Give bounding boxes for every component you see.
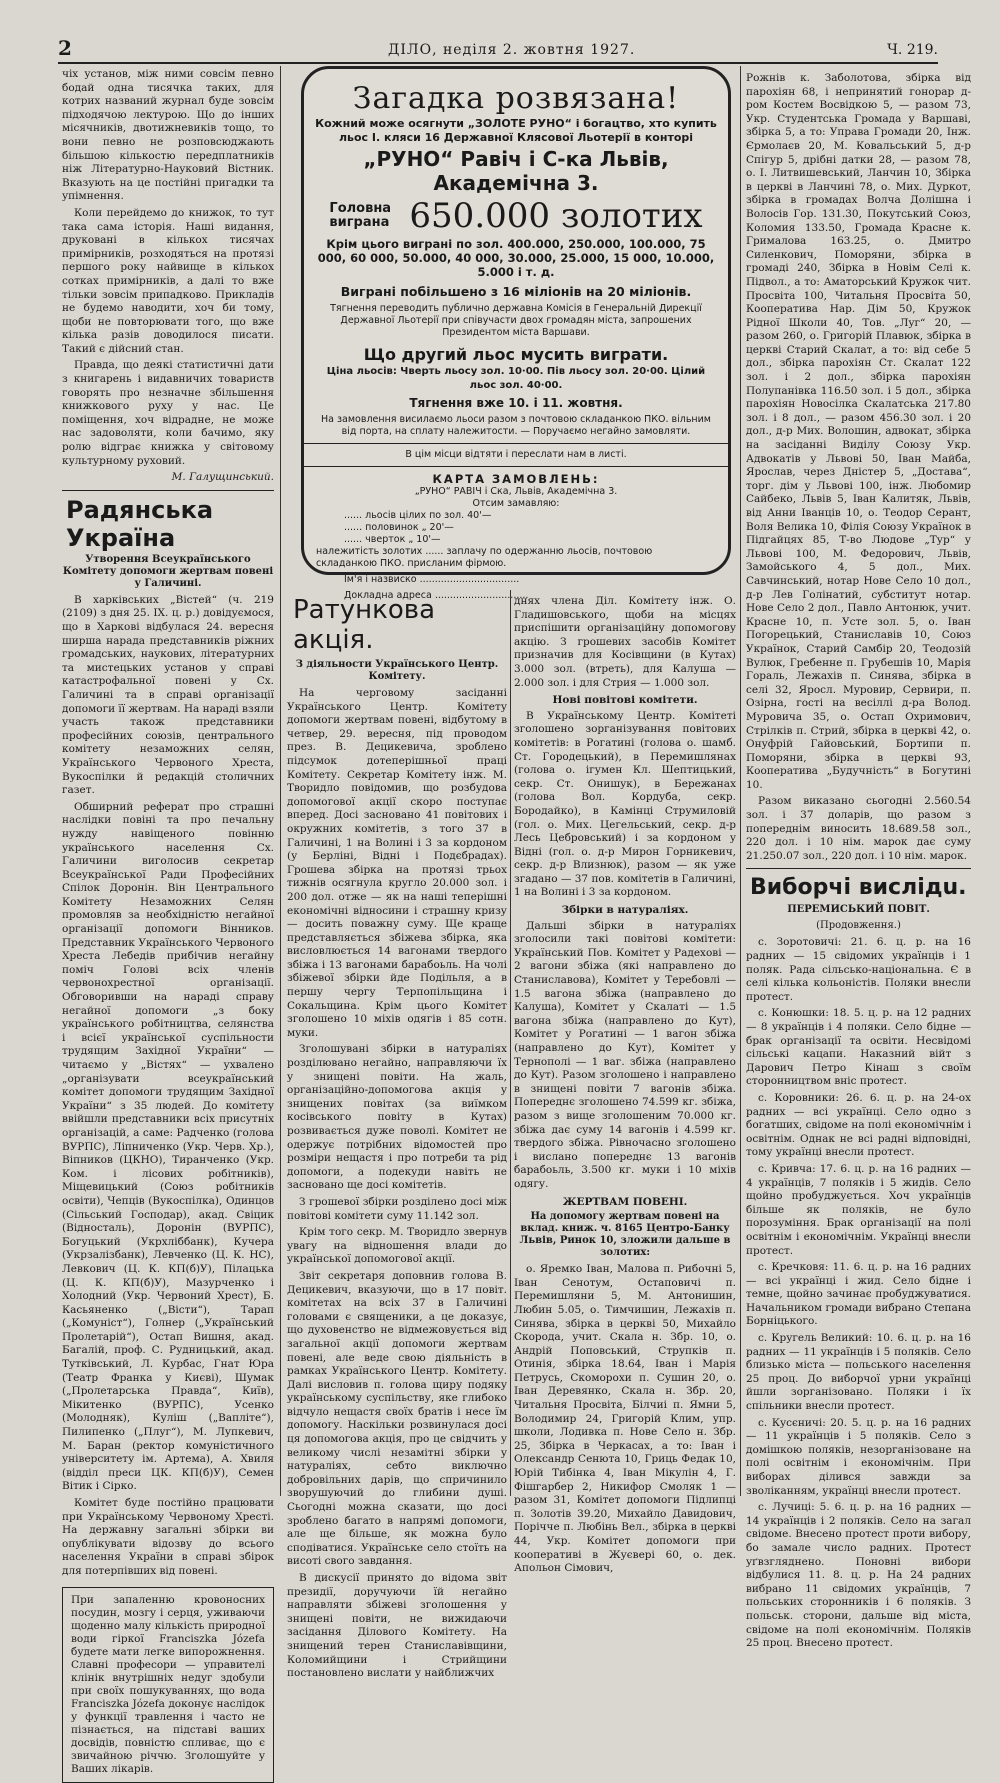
paragraph: На черговому засіданні Українського Центр. Комітету допомоги жертвам повені, відбутому в четвер, 29. вересня, під проводом през. В. Децикевича, зроблено підсумок дотеперішньої праці Комітету. Секретар Комітету інж. М. Творидло повідомив, що розбудова допомогової акції скоро поступає вперед. Досі засновано 41 повітових і окружних комітетів, з того 37 в Галичині, 1 на Волині і 3 за кордоном (у Берліні, Відні і Подєбрадах). Грошева збірка на протязі трьох тижнів осягнула кругло 20.000 зол. і 200 дол. отже — як на наші теперішні економічні відносини і страшну кризу — досить поважну суму. Ще краще представляється збіжева збірка, яка висловлюється 14 вагонами твердого збіжа і 13 вагонами барабоьль. На чолі збіжевої збірки йде Подільля, а в першу чергу Терпопільщина і Сокальщина. Крім цього Комітет зголошено 10 міхів одягів і 85 сотн. муки.: [287, 687, 507, 1039]
paragraph: Рожнів к. Заболотова, збірка від парохіян 68, і непринятий гонорар д-ром Костем Восвідкою 5, — разом 73, Укр. Студентська Громада у Варшаві, збірка 5, а то: Управа Громади 20, Інж. Єрмолаєв 20, М. Ковальський 5, д-р Спігур 5, дрібні датки 28, — разом 78, о. І. Литвишевський, Ланчин 10, Збірка в церкві в Ланчині 78, о. Мих. Дуркот, збірка в громадах Волча Долішна і Волосів Гор. 131.30, Покутський Союз, Коломия 133.50, Громада Красне к. Грималова 163.25, о. Дмитро Силенкович, Поморяни, збірка в громаді 240, Збірка в Новім Селі к. Підвол., а то: Аматорський Кружок чит. Просвіта 100, Читальня Просвіта 50, Кооператива Нар. Дім 50, Кружок Рідної Школи 40, Тов. „Луг“ 20, — разом 260, о. Григорій Плавюк, збірка в церкві Старий Скалат, а то: від себе 5 дол., збірка парохіян Ст. Скалат 122 зол. і 2 дол., збірка парохіян Полупанівка 116.50 зол. і 5 дол., збірка парохіян Новосілка Скалатська 217.80 зол. і 8 дол., — разом 456.30 зол. і 20 дол., д-р Мих. Волошин, адвокат, збірка на засіданні Виділу Союзу Укр. Адвокатів у Львові 50, Іван Майба, Ярослав, через Дністер 5, „Достава“, торг. дім у Львові 100, інж. Любомир Сайбеко, Львів 5, Іван Калитяк, Львів, від Анни Іванців 10, о. Теодор Серант, Воля Велика 10, Філія Союзу Українок в Підгайцях 85, Т-во Людове „Тур“ у Львові 100, М. Федорович, Львів, Замойського 4, 5 дол., Мих. Савчинський, нотар Нове Село 10 дол., д-р Лев Голінатий, субститут нотар. Нове Село 2 дол., Павло Антонюк, учит. Красне 10, п. Усте зол. 5, о. Іван Погорецький, Станиславів 10, Союз Українок, Старий Самбір 20, Теодозій Вулюк, Гребенне п. Грубешів 10, Марія Гораль, Лежахів п. Синява, збірка в селі 32, Яросл. Муровир, Сервири, п. Озірна, гості на весіллі д-ра Волод. Муровича 35, о. Остап Охримович, Стрілків п. Стрий, збірка в церкві 42, о. Онуфрій Гайовський, Бортипи п. Поморяни, збірка в церкві 93, Кооператива „Будучність“ в Богутині 10.: [746, 72, 971, 791]
order-form-subtitle: Отсим замавляю:: [472, 498, 560, 509]
paragraph: с. Кривча: 17. 6. ц. р. на 16 радних — 4 українців, 7 поляків і 5 жидів. Село щойно пробуджується. Хоч українців більше як поляків, не було порозуміння. Брак організації на полі освітнім і економічнім. Українці внесли протест.: [746, 1162, 971, 1257]
order-row: ...... льосів цілих по зол. 40'—: [344, 510, 492, 521]
ad-prize-amount: 650.000 золотих: [409, 196, 703, 236]
divider: [62, 490, 274, 491]
divider: [304, 466, 728, 467]
page-number: 2: [58, 36, 72, 60]
paragraph: Звіт секретаря доповнив голова В. Децикевич, вказуючи, що в 17 повіт. комітетах на всіх 37 в Галичині головами є священики, а це доказує, що духовенство не відмежовується від загальної акції допомоги жертвам повені, але веде свою діяльність в рамках Українського Центр. Комітету. Далі висловив п. голова щиру подяку українському суспільству, яке глибоко відчуло нещастя своїх братів і несе їм допомогу. Наскільки розвинулася досі ця допомогова акція, про це свідчить у великому числі незамітні збірки у натураліях, себто виключно добровільних дарів, що спричинило зворушуючий до глибини душі. Сьогодні можна сказати, що досі зроблено багато в напрямі допомоги, але ще більше, як можна було сподіватися. Українське село стоїть на висоті свого завдання.: [287, 1269, 507, 1568]
ad-line: Виграні побільшено з 16 міліонів на 20 міліонів.: [340, 284, 692, 299]
paragraph: с. Зоротовичі: 21. 6. ц. р. на 16 радних — 15 свідомих українців і 1 поляк. Рада сільсько-національна. Є в селі кілька кольоністів. Поляки внесли протест.: [746, 936, 971, 1003]
paragraph: Правда, що деякі статистичні дати з книгарень і видавничих товариств говорять про незначне збільшення книжкового руху у нас. Це поміщення, хоч відрадне, не може нас задоволяти, коли бачимо, яку ролю відграє книжка у світовому культурному руховий.: [62, 359, 274, 467]
paragraph: чіх установ, між ними совсім певно бодай одна тисячка таких, для котрих названий журнал буде зовсім підходячою лектурою. Що до інших місячників, двотижневиків тощо, то вони певно не розповсюджають більшою кількостю передплатників ніж Літературно-Науковий Вістник. Вказують на це постійні пригадки та упімнення.: [62, 68, 274, 203]
column-1: [62, 68, 274, 1783]
paragraph: о. Яремко Іван, Малова п. Рибочні 5, Іван Сенотум, Остаповичі п. Перемишляни 5, М. Антонишин, Любин 5.05, о. Тимчишин, Лежахів п. Синява, збірка в церкві 50, Михайло Скорода, учит. Скала н. Збр. 10, о. Андрій Поповський, Струпків п. Отинія, збірка 18.64, Іван і Марія Петрусь, Скоморохи п. Сушин 20, о. Іван Деревянко, Скала н. Збр. 20, Читальня Просвіта, Білчиі п. Ямни 5, Володимир 24, Григорій Клим, упр. школи, Лодивка п. Нове Село н. Збр. 25, Збірка в Черкасах, а то: Іван і Олександр Сенюта 10, Гриць Федак 10, Юрій Тибінка 4, Іван Мікулін 4, Г. Фішгарбер 2, Никифор Смоляк 1 — разом 31, Комітет допомоги Підлипці п. Золотів 39.20, Михайло Давидович, Порічче п. Любінь Вел., збірка в церкві 44, Укр. Комітет допомоги при кооперативі в Жуєвері 60, о. дек. Апольон Сімович,: [514, 1263, 736, 1575]
ad-prices: Ціна льосів: Чверть льосу зол. 10·00. Пів льосу зол. 20·00. Цілий льос зол. 40·00.: [326, 366, 706, 391]
column-2: [287, 595, 507, 1684]
paragraph: В дискусії принято до відома звіт президії, доручуючи їй негайно направляти збіжеві зголошення у знищені повіти, не вижидаючи засідання Ділового Комітету. На знищений терен Станиславівщини, Коломийщини і Стрийщини постановлено вислати у найближчих: [287, 1572, 507, 1680]
paragraph: днях члена Діл. Комітету інж. О. Гладишовського, щоби на місцях приспішити організаційну допомогову акцію. З грошевих засобів Комітет призначив для Косівщини (в Кутах) 3.000 зол. (втреть), для Калуша — 2.000 зол. і для Стрия — 1.000 зол.: [514, 595, 736, 689]
divider: [746, 868, 971, 869]
paragraph: З грошевої збірки розділено досі між повітові комітети суму 11.142 зол.: [287, 1195, 507, 1222]
ad-headline: Загадка розвязана!: [352, 81, 680, 116]
paragraph: Обширний реферат про страшні наслідки повіні та про печальну нужду навіщеного повінню українського населення Сх. Галичини виголосив секретар Всеукраїнської Ради Професійних Спілок Доронін. Він Центрального Комітету Незаможних Селян промовляв за необхідністю негайної організації допомоги Вінников. Представник Українського Червоного Хреста Лебедів прибічив негайну поміч Голові всіх членів червонохрестної організації. Обговоривши на нараді справу негайної допомоги „з боку українського робітництва, селянства і всієї української суспільности трудящим Західної України“ — читаємо у „Вістях“ — ухвалено „організувати всеукраїнський комітет допомоги трудящим Західної України“ з 35 людей. До комітету ввійшли представники всіх присутніх організацій, а саме: Радченко (голова ВУРПС), Ліпниченко (Укр. Черв. Хр.), Віпников (ЦКНО), Тиранченко (Укр. Ком. і лісових робітників), Міщевицький (Союз робітників освіти), Чепців (Вукоспілка), Одинцов (Сільський Господар), акад. Свіцик (Відносталь), Доронін (ВУРПС), Богуцький (Укрхліббанк), Кучера (Укрзалізбанк), Левченко (Ц. К. НС), Левкович (Ц. К. КП(б)У), Пілацька (Ц. К. КП(б)У), Мазурченко і Холодний (Укр. Червоний Хрест), Б. Касьяненко („Вісти“), Тарап („Комуніст“), Голнер („Український Пролетарій“), Остап Вишня, акад. Багалій, проф. С. Рудницький, акад. Тутківський, Л. Курбас, Гнат Юра (Театр Франка у Києві), Шумак („Пролетарська Правда“, Київ), Мікитенко (ВУРПС), Усенко (Молодняк), Кулiш („Вапліте“), Пилипенко („Плуг“), М. Лупкевич, М. Баран (ректор комуністичного університету ім. Артема), А. Хвиля (відділ преси ЦК. КП(б)У), Семен Вітик і Сірко.: [62, 800, 274, 1493]
subsection-heading: ЖЕРТВАМ ПОВЕНІ.: [562, 1195, 688, 1208]
subsection-heading: Нові повітові комітети.: [552, 694, 698, 707]
subsection-heading: Збірки в натураліях.: [561, 904, 689, 917]
paragraph: Дальші збірки в натураліях зголосили такі повітові комітети: Український Пов. Комітет у Радехові — 2 вагони збіжа (які направлено до Станиславова), Комітет у Теребовлі — 1.5 вагона збіжа (направлено до Калуша), Комітет у Скалаті — 1.5 вагона збіжа (направлено до Кут), Комітет у Рогатині — 1 вагон збіжа (направлено до Кут), Комітет у Тернополі — 1 ваг. збіжа (направлено до Кут). Разом зголошено і направлено в знищені повіти 7 вагонів збіжа. Попереднє зголошено 74.599 кг. збіжа, разом з вище зголошеним 70.000 кг. збіжа дає суму 14 вагонів і 4.599 кг. твердого збіжа. Рівночасно зголошено і вислано попереднє 13 вагонів барабоьль, 3.500 кг. муки і 10 міхів одягу.: [514, 919, 736, 1190]
ad-draw-date: Тягнення вже 10. і 11. жовтня.: [409, 396, 623, 410]
paragraph: с. Коровники: 26. 6. ц. р. на 24-ох радних — всі українці. Село одно з богатших, свідоме на полі економічнім і освітнім. Однак не всі радні відповідні, тому українці внесли протест.: [746, 1091, 971, 1159]
paragraph: с. Кречковя: 11. 6. ц. р. на 16 радних — всі українці і жид. Село бідне і темне, щойно зачинає пробуджуватися. Начальником громади вибрано Степана Борніцького.: [746, 1261, 971, 1328]
order-address-line: Докладна адреса ...............................: [344, 590, 529, 601]
paragraph: Комітет буде постійно працювати при Українському Червоному Хресті. На державну загальні збірки ви опублікувати відозву до всього населення України в справі збірок для потерпівших від повені.: [62, 1497, 274, 1577]
ad-firm: „РУНО“ Равіч і С-ка Львів, Академічна 3.: [363, 147, 669, 195]
order-name-line: Ім'я і назвиско .................................: [344, 574, 520, 585]
paragraph: В Українському Центр. Комітеті зголошено зорганізування повітових комітетів: в Рогатині (голова о. шамб. Ст. Городецький), в Перемишлянах (голова о. ігумен Кл. Шептицький, секр. Ст. Онишук), в Бережанах (голова Вол. Кордуба, секр. Бородайко), в Камінці Струмиловій (гол. о. Мих. Цегельський, секр. д-р Лесь Цебровський) і за кордоном у Відні (гол. о. д-р Мирон Горникевич, секр. д-р Влизнюк), разом — як уже згадано — 37 пов. комітетів в Галичині, 1 на Волині і 3 за кордоном.: [514, 709, 736, 899]
paragraph: с. Лучиці: 5. 6. ц. р. на 16 радних — 14 українців і 2 поляків. Село на загал свідоме. Внесено протест проти вибору, бо замале число радних. Протест уґвзгляднено. Поновні вибори відбулися 11. 8. ц. р. На 24 радних вибрано 11 свідомих українців, 7 польських сторонників і 6 поляків. З польськ. сторони, дальше від міста, свідоме на полі економічнім. Поляків 25 проц. Внесено протест.: [746, 1501, 971, 1650]
ad-line: На замовлення висилаємо льоси разом з почтовою складанкою ПКО. вільним від порта, на сплату належитости. — Поручаємо негайно замовляти.: [321, 414, 711, 437]
masthead: [58, 36, 938, 64]
ad-slogan: Що другий льос мусить виграти.: [363, 345, 669, 364]
section-subheading: ПЕРЕМИСЬКИЙ ПОВІТ.: [787, 904, 930, 916]
lottery-advertisement: [301, 66, 731, 601]
ad-line: Крім цього виграні по зол. 400.000, 250.000, 100.000, 75 000, 60 000, 50.000, 40 000, 30.000, 25.000, 15 000, 10.000, 5.000 і т. д.: [317, 237, 715, 279]
paragraph: В харківських „Вістей“ (ч. 219 (2109) з дня 25. IX. ц. р.) довідуємося, що в Харкові відбулася 24. вересня ширша нарада представників ріжних громадських, наукових, літературних та мистецьких установ у справі катастрофальної повені у Сх. Галичині та в справі організації допомоги її жертвам. На нараді взяли участь також представники професійних союзів, центрального комітету незаможних селян, Українського Червоного Хреста, Вукоспілки й редакцій столичних газет.: [62, 593, 274, 797]
subsection-subheading: На допомогу жертвам повені на вклад. книж. ч. 8165 Центро-Банку Львів, Ринок 10, зложили дальше в золотих:: [519, 1211, 731, 1259]
ad-cut-note: В цім місци відтяти і переслати нам в листі.: [405, 449, 627, 460]
advertisement-box: [62, 1587, 274, 1783]
paragraph: Крім того секр. М. Творидло звернув увагу на відношення влади до української допомогової акції.: [287, 1226, 507, 1266]
section-subheading: Утворення Всеукраїнського Комітету допомоги жертвам повені у Галичині.: [62, 553, 274, 589]
section-heading: Радянська Україна: [66, 495, 214, 552]
article-subheading: З діяльности Українського Центр. Комітету.: [295, 659, 499, 682]
article-heading: Ратункова акція.: [293, 595, 436, 655]
column-4: [746, 72, 971, 1654]
ad-line: Кожний може осягнути „ЗОЛОТЕ РУНО“ і богацтво, хто купить льос І. кляси 16 Державної Клясової Льотерії в конторі: [315, 117, 717, 144]
order-row: ...... половинок „ 20'—: [344, 522, 454, 533]
order-row: належитість золотих ...... заплачу по одержанню льосів, почтовою складанкою ПКО. присланим фірмою.: [316, 546, 653, 569]
column-rule: [510, 590, 511, 1496]
column-3: [514, 595, 736, 1579]
advertisement-text: При запаленню кровоносних посудин, мозгу і серця, уживаючи щоденно малу кількість природної води гіркої Franciszka Józefa будете мати легке випорожнення. Славні професори — управителі клінік внутрішніх недуг здобули при своїх пошукуваннях, що вода Franciszka Józefa доконує наслідок у функції травлення і часто не пізнається, на підставі ваших досвідів, повністю спливає, що є звичайною річчю. Зголошуйте у Ваших лікарів.: [71, 1593, 265, 1775]
order-form-address: „РУНО“ РАВІЧ і Ска, Львів, Академічна 3.: [414, 486, 618, 497]
column-rule: [740, 66, 741, 1496]
issue-number: Ч. 219.: [887, 42, 938, 58]
ad-line: Тягнення переводить публично державна Комісія в Генеральній Дирекції Державної Льотерії при співучасти двох громадян міста, запрошених Президентом міста Варшави.: [330, 303, 702, 338]
masthead-title: ДІЛО, неділя 2. жовтня 1927.: [388, 42, 636, 58]
divider: [304, 443, 728, 444]
paragraph: с. Конюшки: 18. 5. ц. р. на 12 радних — 8 українців і 4 поляки. Село бідне — брак організації та освіти. Несвідомі сільські кацапи. Наказний війт з Дарович Петро Кінаш з своїм сторонництвом вніс протест.: [746, 1007, 971, 1088]
ad-prize: [304, 197, 728, 235]
signature: М. Галущинський.: [171, 471, 274, 484]
paragraph: с. Кусєничі: 20. 5. ц. р. на 16 радних — 11 українців і 5 поляків. Село з домішкою поляків, незорганізоване на полі освітнім і економічнім. При виборах ділився завжди за зволіканням, українці внесли протест.: [746, 1416, 971, 1497]
paragraph: Зголошувані збірки в натураліях розділювано негайно, направляючи їх у знищені повіти. На жаль, організаційно-допомогова акція у знищених повітах (за виїмком косівського повіту в Кутах) розвивається дуже поволі. Комітет не одержує потрібних відомостей про розміри нещастя і про потреби та рід допомоги, а подекуди навіть не засновано ще досі комітетів.: [287, 1043, 507, 1192]
order-form-title: КАРТА ЗАМОВЛЕНЬ:: [432, 472, 600, 486]
paragraph: Разом виказано сьогодні 2.560.54 зол. і 37 доларів, що разом з попереднім виносить 18.689.58 зол., 220 дол. і 10 нім. марок дає суму 21.250.07 зол., 220 дол. і 10 нім. марок.: [746, 795, 971, 862]
order-row: ...... чверток „ 10'—: [344, 534, 441, 545]
continued-note: (Продовження.): [816, 920, 901, 932]
paragraph: с. Кругель Великий: 10. 6. ц. р. на 16 радних — 11 українців і 5 поляків. Село близько міста — польського населення 25 проц. До виборчої урни українці йшли зорганізовано. Поляки і їх спільники внесли протест.: [746, 1332, 971, 1413]
section-heading: Виборчі вислідu.: [750, 875, 967, 901]
ad-prize-label: Головна виграна: [329, 201, 392, 230]
column-rule: [280, 66, 281, 1496]
paragraph: Коли перейдемо до книжок, то тут така сама історія. Наші видання, друковані в кількох тисячах примірників, розходяться на протязі першого року найвище в кількох сотках примірників, а далі то вже тільки зовсім припадково. Прикладів не будемо наводити, хоч би тому, щоби не повторювати того, що вже кілька разів доводилося писати. Такий є дійсний стан.: [62, 206, 274, 355]
